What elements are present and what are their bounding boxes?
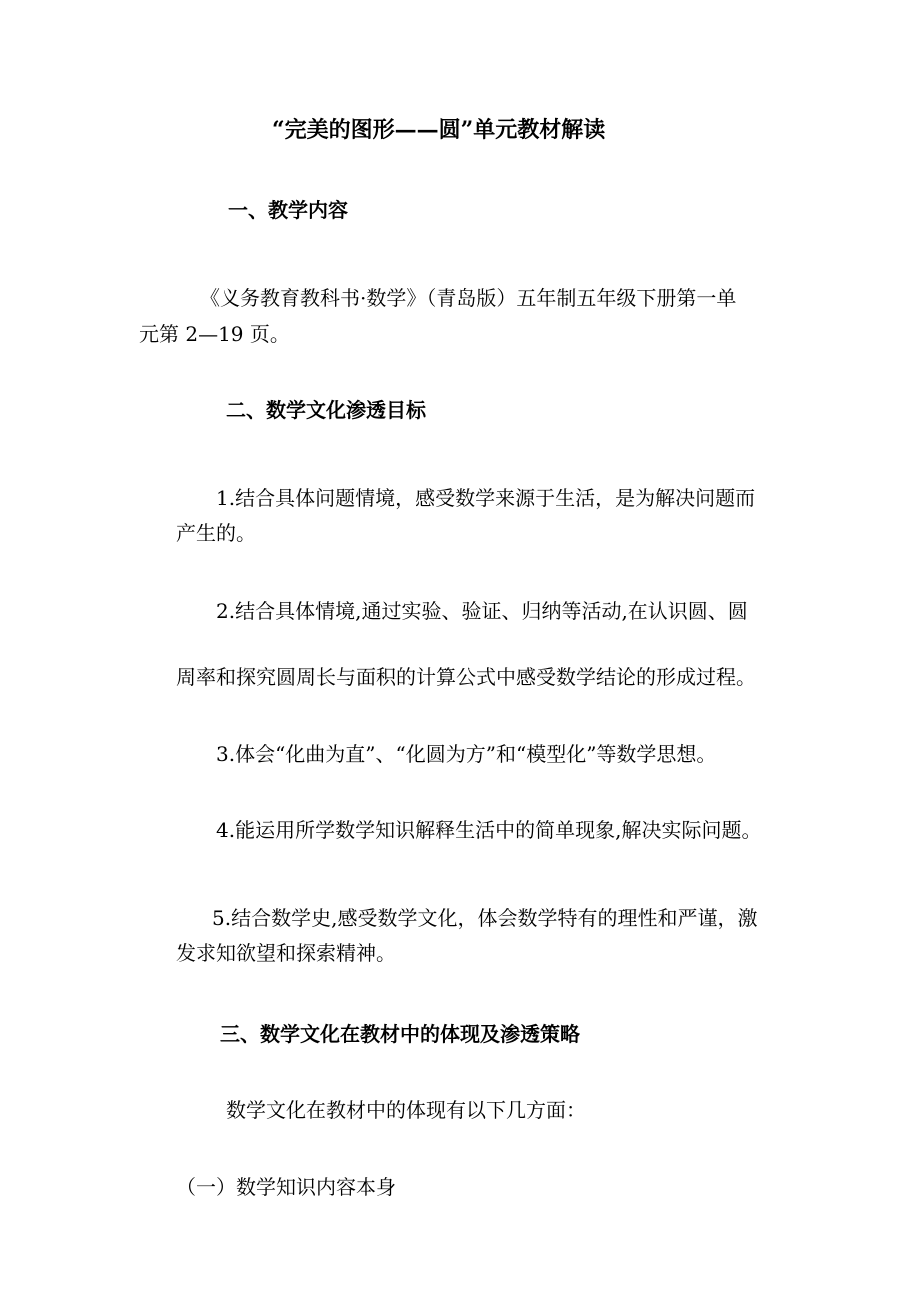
section-heading-culture-strategies: 三、数学文化在教材中的体现及渗透策略 xyxy=(220,1022,580,1046)
section-intro: 数学文化在教材中的体现有以下几方面： xyxy=(226,1098,586,1122)
goal-item-3: 3.体会“化曲为直”、“化圆为方”和“模型化”等数学思想。 xyxy=(216,742,717,766)
goal-item-2-line: 周率和探究圆周长与面积的计算公式中感受数学结论的形成过程。 xyxy=(176,665,756,689)
subsection-heading: （一）数学知识内容本身 xyxy=(176,1175,396,1199)
goal-item-5-line: 5.结合数学史,感受数学文化，体会数学特有的理性和严谨，激 xyxy=(212,906,758,930)
paragraph-line: 元第 2—19 页。 xyxy=(139,322,290,346)
goal-item-5-line: 发求知欲望和探索精神。 xyxy=(176,941,396,965)
goal-item-1-line: 产生的。 xyxy=(176,521,256,545)
paragraph-line: 《义务教育教科书·数学》（青岛版）五年制五年级下册第一单 xyxy=(200,286,737,310)
section-heading-culture-goals: 二、数学文化渗透目标 xyxy=(226,398,426,422)
goal-item-2-line: 2.结合具体情境,通过实验、验证、归纳等活动,在认识圆、圆 xyxy=(216,599,748,623)
section-heading-teaching-content: 一、教学内容 xyxy=(228,198,348,222)
document-title: “完美的图形——圆”单元教材解读 xyxy=(272,117,606,143)
goal-item-1-line: 1.结合具体问题情境，感受数学来源于生活，是为解决问题而 xyxy=(216,486,756,510)
goal-item-4: 4.能运用所学数学知识解释生活中的简单现象,解决实际问题。 xyxy=(216,818,762,842)
